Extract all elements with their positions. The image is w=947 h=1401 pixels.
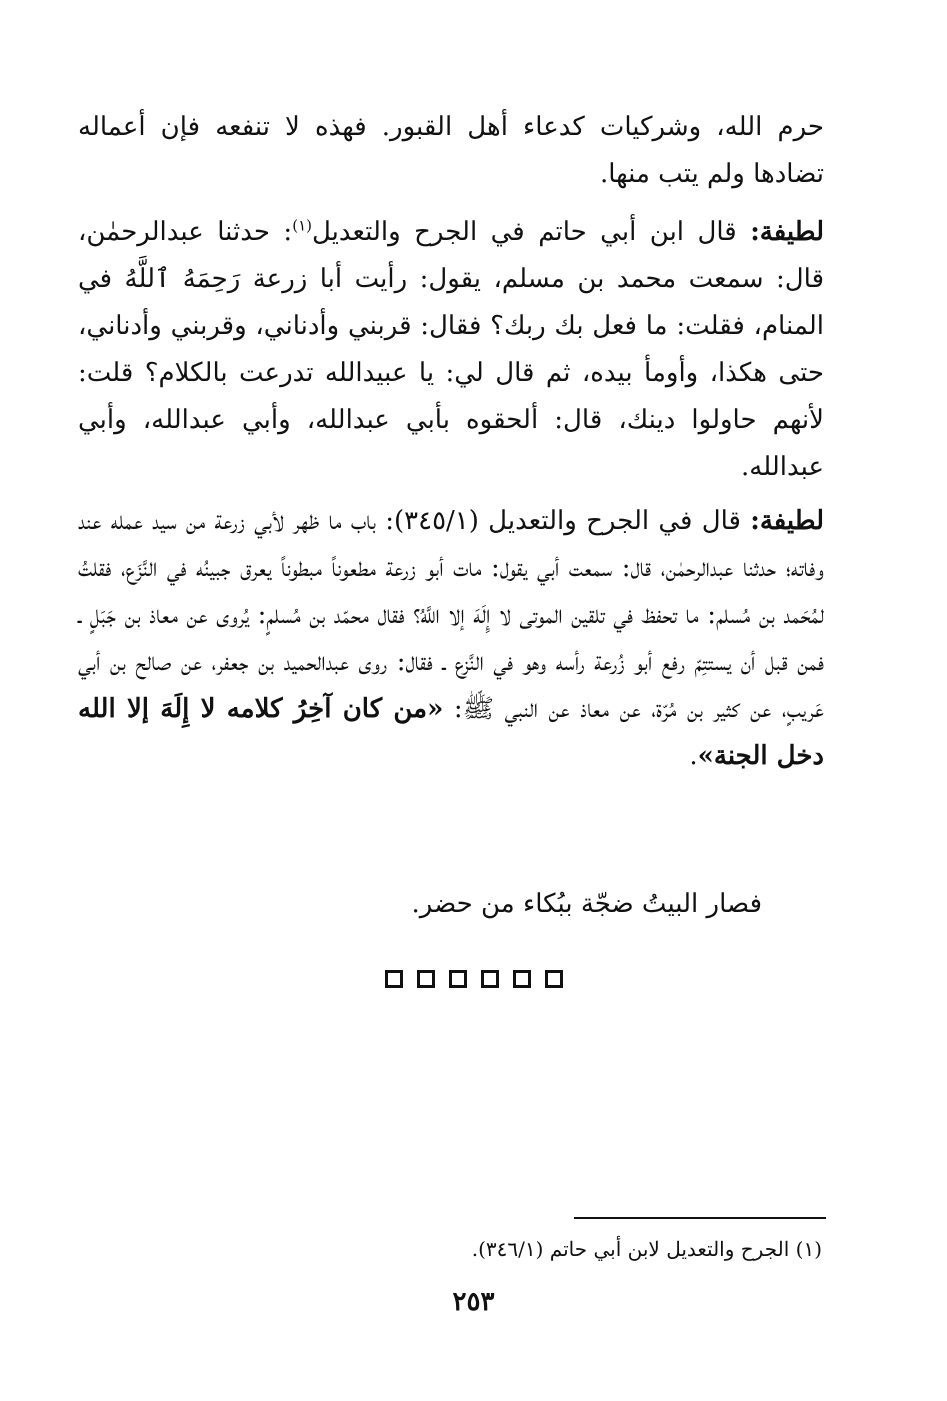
footnote-divider: [574, 1217, 826, 1219]
paragraph-2-text: [78, 209, 824, 491]
paragraph-3: [78, 498, 824, 780]
separator-square-icon: [385, 970, 403, 988]
paragraph-3-text: [78, 498, 824, 780]
separator-square-icon: [545, 970, 563, 988]
paragraph-2-lead: لطيفة:: [750, 217, 824, 247]
paragraph-2-body: : حدثنا عبدالرحمٰن، قال: سمعت محمد بن مسلم، يقول: رأيت أبا زرعة رَحِمَهُ ٱللَّهُ في المنام، فقلت: ما فعل بك ربك؟ فقال: قربني وأدناني، وقربني وأدناني، حتى هكذا، وأومأ بيده، ثم قال لي: يا عبيدالله تدرعت بالكلام؟ قلت: لأنهم حاولوا دينك، قال: ألحقوه بأبي عبدالله، وأبي عبدالله، وأبي عبدالله.: [78, 217, 824, 482]
footnote-ref-1: (١): [292, 216, 312, 235]
separator-square-icon: [481, 970, 499, 988]
footnote-text: (١) الجرح والتعديل لابن أبي حاتم (٣٤٦/١).: [471, 1237, 822, 1261]
paragraph-4-text: فصار البيتُ ضجّة ببُكاء من حضر.: [411, 889, 762, 919]
paragraph-3-body: قال في الجرح والتعديل (٣٤٥/١): باب ما ظهر لأبي زرعة من سيد عمله عند وفاته؛ حدثنا عبدالرحمٰن، قال: سمعت أبي يقول: مات أبو زرعة مطعوناً مبطوناً يعرق جبينُه في النَّزَع، فقلتُ لمُحَمد بن مُسلم: ما تحفظ في تلقين الموتى لا إِلَهَ إلا اللَّهُ؟ فقال محمّد بن مُسلمٍ: يُروى عن معاذ بن جَبَلٍ ـ فمن قبل أن يستتِمّ رفع أبو زُرعة رأسه وهو في النَّزع ـ فقال: روى عبدالحميد بن جعفر، عن صالح بن أبي عَريبٍ، عن كثير بن مُرّة، عن معاذ عن النبي ﷺ:: [78, 506, 824, 724]
separator-square-icon: [449, 970, 467, 988]
footnote: [78, 1234, 822, 1264]
paragraph-3-end: .: [689, 741, 698, 771]
separator-square-icon: [513, 970, 531, 988]
paragraph-2: [78, 209, 824, 491]
paragraph-4: [78, 881, 824, 928]
section-separator: [0, 968, 947, 988]
hadith-quote: «من كان آخِرُ كلامه لا إِلَهَ إلا الله دخل الجنة»: [78, 694, 824, 771]
paragraph-1-text: حرم الله، وشركيات كدعاء أهل القبور. فهذه لا تنفعه فإن أعماله تضادها ولم يتب منها.: [78, 112, 824, 189]
page-number: ٢٥٣: [452, 1287, 495, 1317]
separator-square-icon: [417, 970, 435, 988]
paragraph-1: [78, 104, 824, 198]
paragraph-2-before-ref: قال ابن أبي حاتم في الجرح والتعديل: [311, 217, 751, 247]
paragraph-3-lead: لطيفة:: [750, 506, 825, 536]
